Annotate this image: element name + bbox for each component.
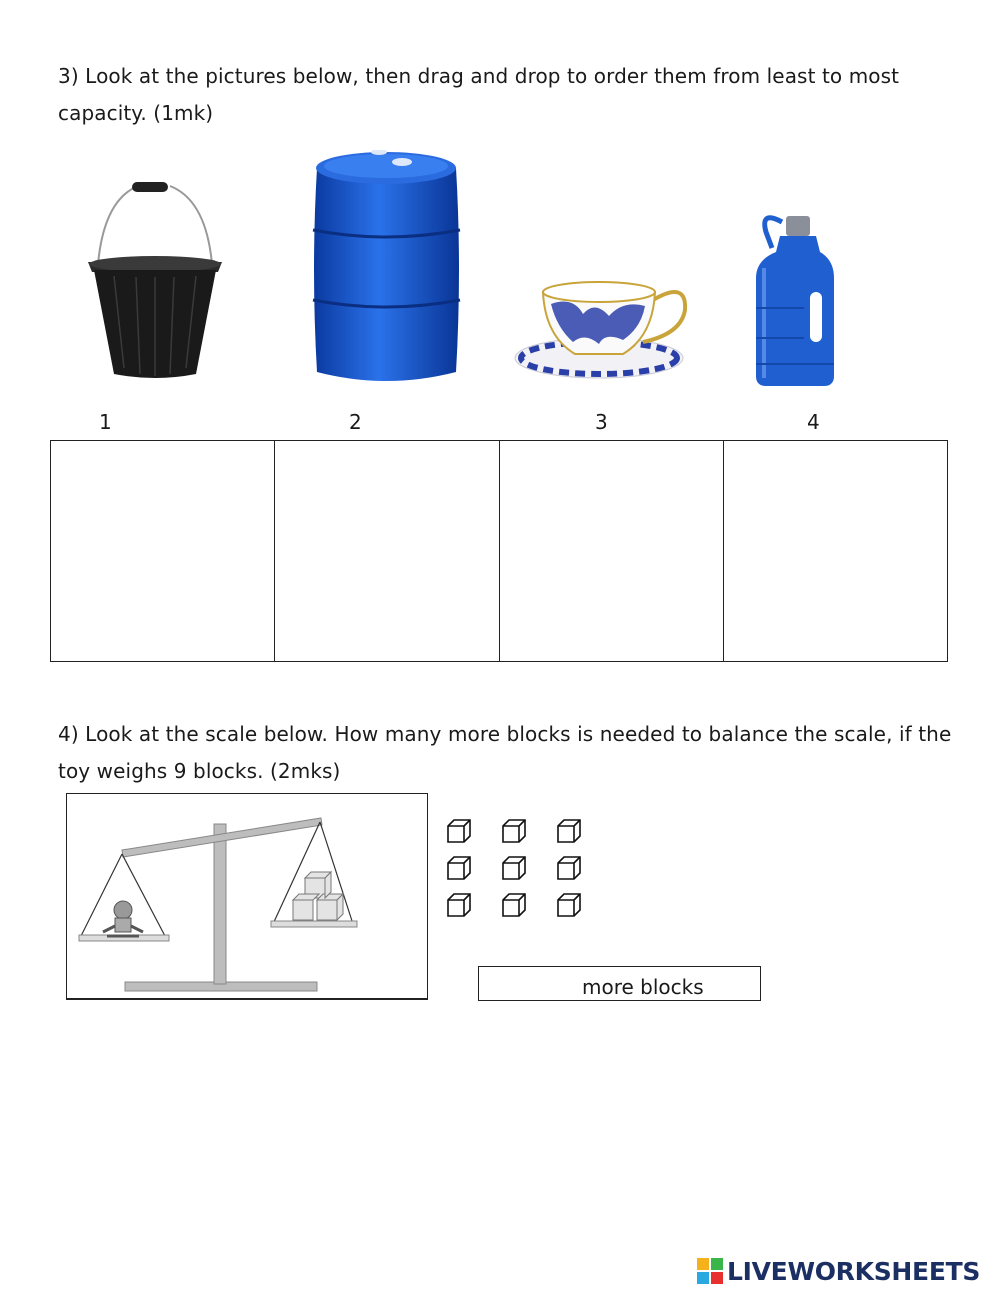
cube-icon	[501, 892, 527, 918]
block-6[interactable]	[556, 855, 582, 885]
slot-number-1: 1	[99, 410, 112, 434]
bucket-picture[interactable]	[84, 180, 226, 384]
block-9[interactable]	[556, 892, 582, 922]
barrel-picture[interactable]	[309, 150, 464, 388]
slot-number-3: 3	[595, 410, 608, 434]
teacup-picture[interactable]	[513, 270, 691, 384]
question-3-text: 3) Look at the pictures below, then drag and drop to order them from least to most capacity. (1mk)	[58, 64, 900, 125]
cube-icon	[501, 855, 527, 881]
block-1[interactable]	[446, 818, 472, 848]
water-bottle-picture[interactable]	[754, 208, 836, 388]
drop-slot-1[interactable]	[51, 441, 275, 661]
slot-number-4: 4	[807, 410, 820, 434]
toy-icon	[103, 901, 143, 936]
scale-picture	[66, 793, 428, 1000]
logo-mark-icon	[697, 1258, 723, 1284]
answer-input[interactable]	[481, 969, 581, 1000]
question-4-text: 4) Look at the scale below. How many more blocks is needed to balance the scale, if the toy weighs 9 blocks. (2mks)	[58, 722, 952, 783]
block-2[interactable]	[501, 818, 527, 848]
block-8[interactable]	[501, 892, 527, 922]
cube-icon	[446, 818, 472, 844]
answer-suffix-label: more blocks	[582, 975, 704, 999]
drop-slot-4[interactable]	[724, 441, 947, 661]
block-5[interactable]	[501, 855, 527, 885]
block-4[interactable]	[446, 855, 472, 885]
water-bottle-icon	[754, 208, 836, 388]
drop-table	[50, 440, 948, 662]
cube-icon	[446, 892, 472, 918]
bucket-icon	[84, 180, 226, 384]
drop-slot-3[interactable]	[500, 441, 724, 661]
teacup-icon	[513, 270, 691, 384]
cube-icon	[446, 855, 472, 881]
block-3[interactable]	[556, 818, 582, 848]
cube-icon	[501, 818, 527, 844]
balance-scale-icon	[67, 794, 427, 998]
liveworksheets-logo	[697, 1256, 980, 1286]
answer-box	[478, 966, 761, 1001]
block-7[interactable]	[446, 892, 472, 922]
cube-icon	[556, 855, 582, 881]
logo-text: LIVEWORKSHEETS	[727, 1256, 981, 1286]
drop-slot-2[interactable]	[275, 441, 499, 661]
cube-icon	[556, 892, 582, 918]
slot-number-2: 2	[349, 410, 362, 434]
barrel-icon	[309, 150, 464, 388]
cube-icon	[556, 818, 582, 844]
